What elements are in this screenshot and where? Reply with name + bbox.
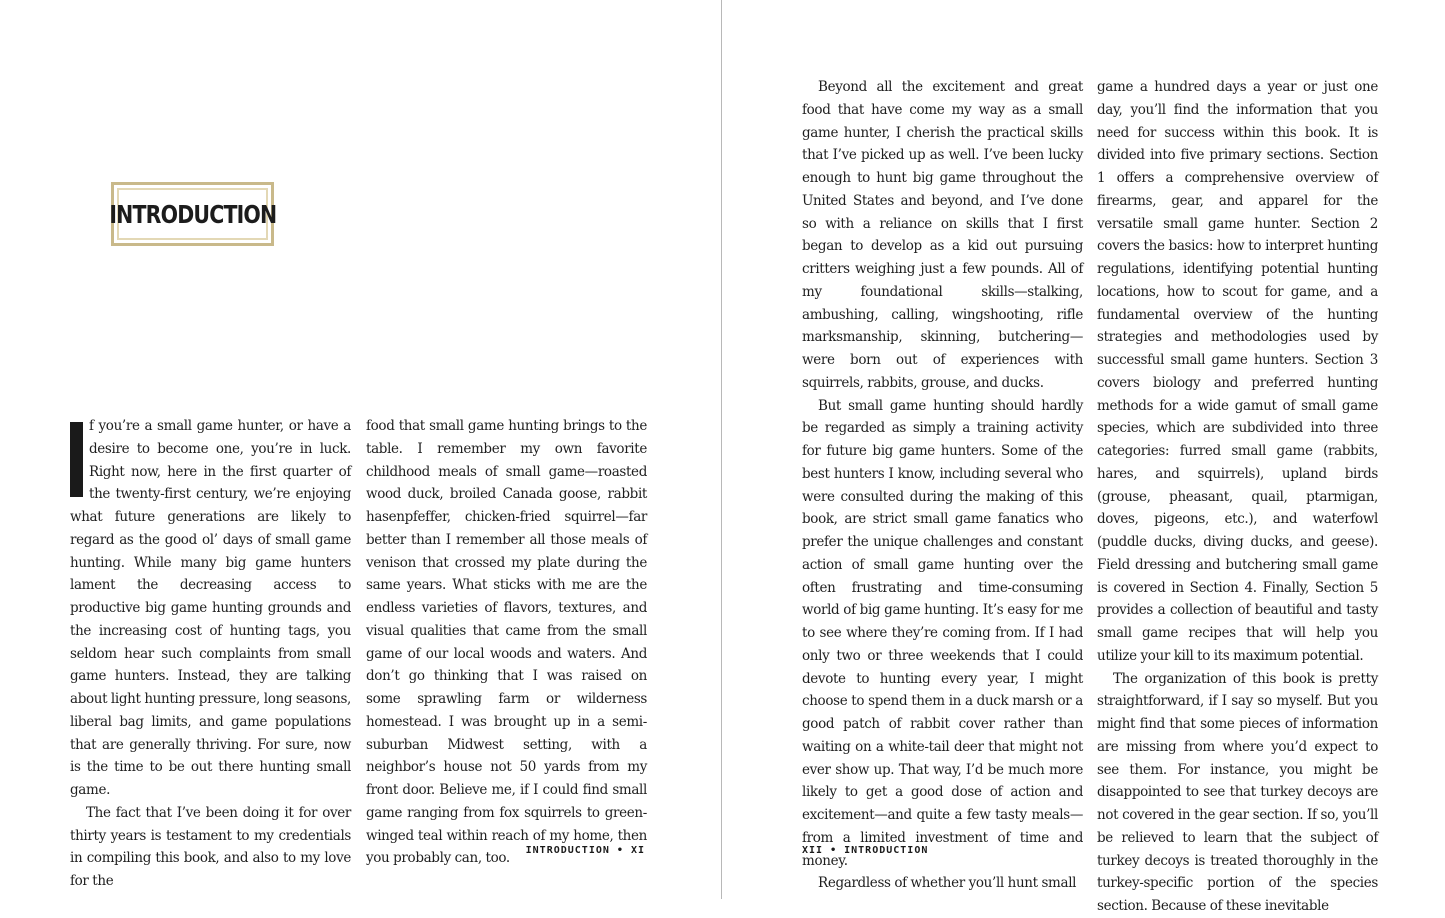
left-page-column-1 xyxy=(70,415,351,893)
right-page-folio: XII • INTRODUCTION xyxy=(802,845,929,856)
paragraph: But small game hunting should hardly be regarded as simply a training activity for future big game hunters. Some of the best hunters I know, including several who were consulted during the making of this book, are strict small game fanatics who prefer the unique challenges and constant action of small game hunting over the often frustrating and time-consuming world of big game hunting. It’s easy for me to see where they’re coming from. If I had only two or three weekends that I could devote to hunting every year, I might choose to spend them in a duck marsh or a good patch of rabbit cover rather than waiting on a white-tail deer that might not ever show up. That way, I’d be much more likely to get a good dose of action and excitement—and quite a few tasty meals—from a limited investment of time and money. xyxy=(802,397,1083,869)
paragraph: The organization of this book is pretty straightforward, if I say so myself. But you might find that some pieces of information are missing from where you’d expect to see them. For instance, you might be disappointed to see that turkey decoys are not covered in the gear section. If so, you’ll be relieved to learn that the subject of turkey decoys is treated thoroughly in the turkey-specific portion of the species section. Because of these inevitable xyxy=(1097,670,1378,914)
paragraph: game a hundred days a year or just one day, you’ll find the information that you need for success within this book. It is divided into five primary sections. Section 1 offers a comprehensive overview of firearms, gear, and apparel for the versatile small game hunter. Section 2 covers the basics: how to interpret hunting regulations, identifying potential hunting locations, how to scout for game, and a fundamental overview of the hunting strategies and methodologies used by successful small game hunters. Section 3 covers biology and preferred hunting methods for a wide gamut of small game species, which are subdivided into three categories: furred small game (rabbits, hares, and squirrels), upland birds (grouse, pheasant, quail, ptarmigan, doves, pigeons, etc.), and waterfowl (puddle ducks, diving ducks, and geese). Field dressing and butchering small game is covered in Section 4. Finally, Section 5 provides a collection of beautiful and tasty small game recipes that will help you utilize your kill to its maximum potential. xyxy=(1097,79,1378,664)
paragraph: food that small game hunting brings to the table. I remember my own favorite childhood meals of small game—roasted wood duck, broiled Canada goose, rabbit hasenpfeffer, chicken-fried squirrel—far better than I remember all those meals of venison that crossed my plate during the same years. What sticks with me are the endless varieties of flavors, textures, and visual qualities that came from the small game of our local woods and waters. And don’t go thinking that I was raised on some sprawling farm or wilderness homestead. I was brought up in a semi-suburban Midwest setting, with a neighbor’s house not 50 yards from my front door. Believe me, if I could find small game ranging from fox squirrels to green-winged teal within reach of my home, then you probably can, too. xyxy=(366,418,647,867)
chapter-title: INTRODUCTION xyxy=(108,199,277,229)
chapter-title-inner-frame xyxy=(108,188,277,240)
right-page-column-2 xyxy=(1097,76,1378,918)
paragraph: f you’re a small game hunter, or have a desire to become one, you’re in luck. Right now, here in the first quarter of the twenty-first century, we’re enjoying what future generations are likely to regard as the good ol’ days of small game hunting. While many big game hunters lament the decreasing access to productive big game hunting grounds and the increasing cost of hunting tags, you seldom hear such complaints from small game hunters. Instead, they are talking about light hunting pressure, long seasons, liberal bag limits, and game populations that are generally thriving. For sure, now is the time to be out there hunting small game. xyxy=(70,418,351,798)
paragraph: Beyond all the excitement and great food that have come my way as a small game hunter, I cherish the practical skills that I’ve picked up as well. I’ve been lucky enough to hunt big game throughout the United States and beyond, and I’ve done so with a reliance on skills that I first began to develop as a kid out pursuing critters weighing just a few pounds. All of my foundational skills—stalking, ambushing, calling, wingshooting, rifle marksmanship, skinning, butchering—were born out of experiences with squirrels, rabbits, grouse, and ducks. xyxy=(802,79,1083,391)
left-page-column-2 xyxy=(366,415,647,870)
chapter-title-frame xyxy=(108,182,277,246)
paragraph: Regardless of whether you’ll hunt small xyxy=(818,875,1077,892)
page-gutter xyxy=(721,0,722,899)
left-page-folio: INTRODUCTION • XI xyxy=(525,845,645,856)
right-page-column-1 xyxy=(802,76,1083,895)
paragraph: The fact that I’ve been doing it for over thirty years is testament to my credentials in compiling this book, and also to my love for the xyxy=(70,804,351,889)
dropcap-letter xyxy=(70,422,83,497)
